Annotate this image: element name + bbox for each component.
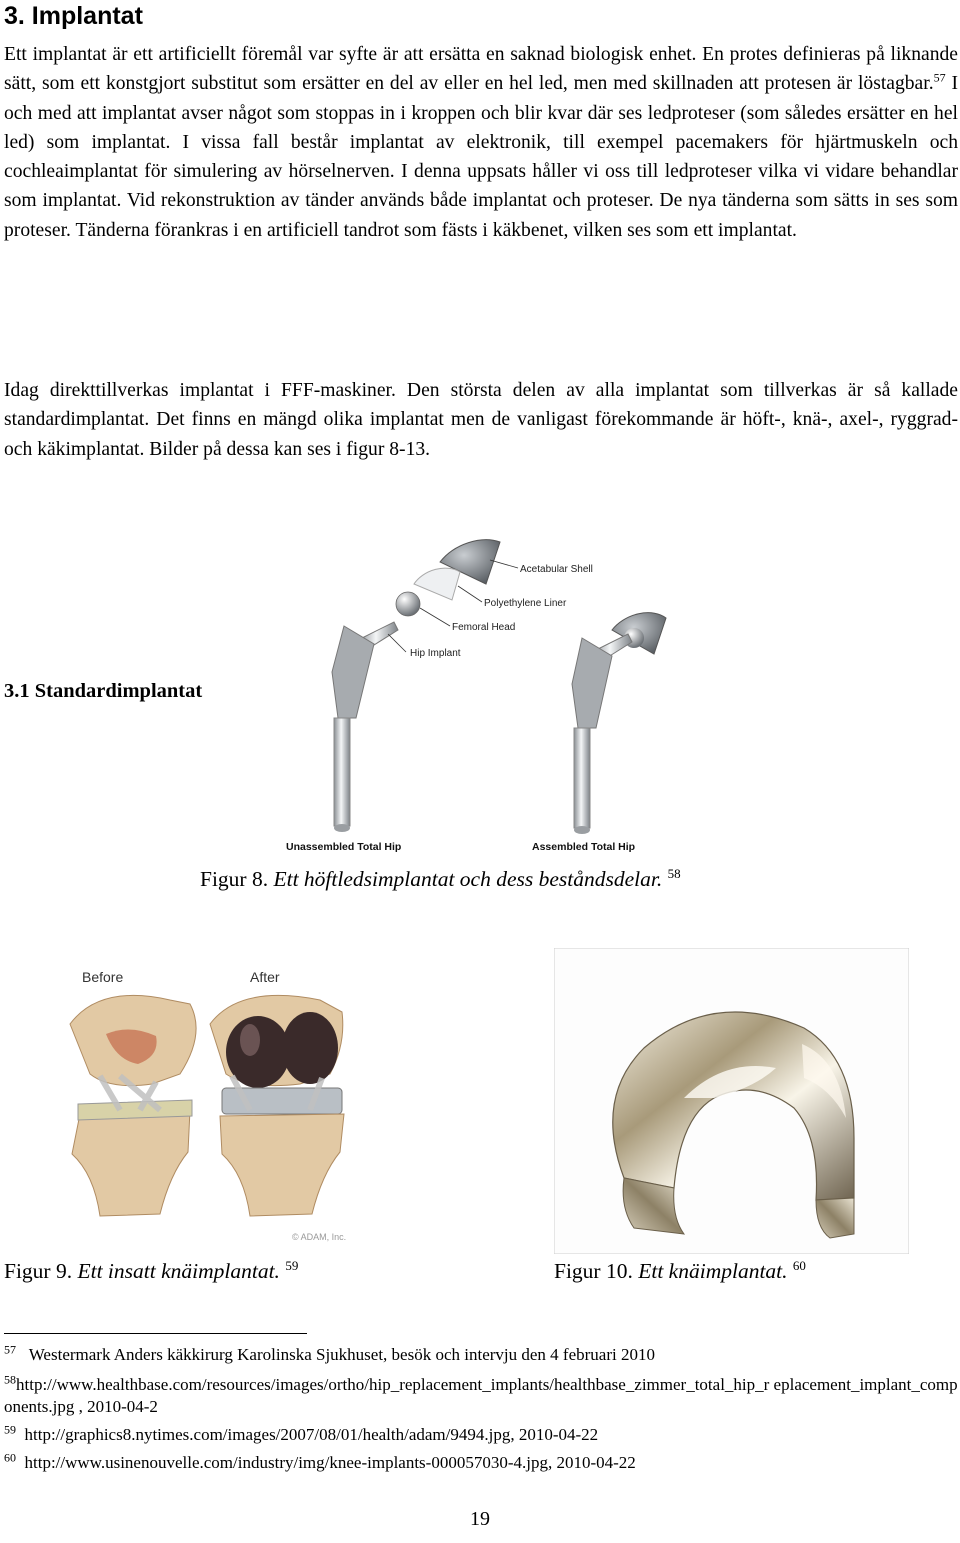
caption-prefix: Figur 9. — [4, 1259, 78, 1283]
knee-implant-photo — [554, 948, 909, 1254]
hip-implant-figure — [282, 522, 682, 858]
section-paragraph — [4, 40, 958, 245]
knee-after-illustration — [210, 995, 344, 1216]
femoral-head-label: Femoral Head — [452, 622, 516, 633]
footnote-ref-58[interactable]: 58 — [667, 865, 681, 881]
figure10-caption — [554, 1256, 806, 1286]
footnote-link[interactable]: http://graphics8.nytimes.com/images/2007/08/01/health/adam/9494.jpg, 2010-04-22 — [24, 1425, 599, 1444]
caption-text: Ett insatt knäimplantat. — [77, 1259, 280, 1283]
page-number: 19 — [470, 1508, 490, 1530]
paragraph-text-b: I och med att implantat avser något som stoppas in i kroppen och blir kvar där ses ledproteser (som således ersätter en hel led) som implantat. I vissa fall består implantat av elektronik, till exempel pacemakers för hjärtmuskeln och cochleaimplantat för simulering av hörselnerven. I denna uppsats håller vi oss till ledproteser vilka vi vidare behandlar som implantat. Vid rekonstruktion av tänder används både implantat och proteser. De nya tänderna som sätts in ses som proteser. Tänderna förankras i en artificiell tandrot som fästs i käkbenet, vilken ses som ett implantat. — [4, 73, 958, 241]
footnote-58 — [4, 1374, 958, 1418]
assembled-label: Assembled Total Hip — [532, 841, 636, 853]
polyethylene-liner-label: Polyethylene Liner — [484, 598, 567, 609]
paragraph-text-a: Ett implantat är ett artificiellt föremål var syfte är att ersätta en saknad biologisk enhet. En protes definieras på liknande sätt, som ett konstgjort substitut som ersätter en del av eller en hel led, men med skillnaden att protesen är löstagbar. — [4, 44, 958, 95]
unassembled-label: Unassembled Total Hip — [286, 841, 402, 853]
footnote-59 — [4, 1424, 958, 1446]
footnote-number: 58 — [4, 1372, 16, 1387]
knee-before-illustration — [70, 995, 196, 1216]
knee-before-after-figure — [60, 964, 350, 1246]
caption-text: Ett knäimplantat. — [638, 1259, 788, 1283]
footnote-number: 60 — [4, 1450, 16, 1465]
femoral-head-part — [396, 592, 420, 616]
polyethylene-liner-part — [414, 568, 460, 600]
section-heading: 3. Implantat — [4, 2, 143, 30]
footnote-separator — [4, 1333, 307, 1334]
assembled-stem — [572, 613, 666, 834]
caption-text: Ett höftledsimplantat och dess beståndsdelar. — [273, 867, 663, 891]
footnote-57 — [4, 1344, 958, 1366]
footnote-60 — [4, 1452, 958, 1474]
after-label: After — [250, 969, 280, 985]
before-label: Before — [82, 969, 124, 985]
footnote-number: 59 — [4, 1422, 16, 1437]
caption-prefix: Figur 8. — [200, 867, 274, 891]
hip-implant-label: Hip Implant — [410, 648, 461, 659]
figure9-caption — [4, 1256, 298, 1286]
footnote-ref-60[interactable]: 60 — [792, 1257, 806, 1273]
subsection-paragraph: Idag direkttillverkas implantat i FFF-maskiner. Den största delen av alla implantat som tillverkas är så kallade standardimplantat. Det finns en mängd olika implantat men de vanligast förekommande är höft-, knä-, axel-, ryggrad- och käkimplantat. Bilder på dessa kan ses i figur 8-13. — [4, 380, 958, 460]
footnote-text: Westermark Anders käkkirurg Karolinska Sjukhuset, besök och intervju den 4 februari 2010 — [28, 1345, 655, 1364]
caption-prefix: Figur 10. — [554, 1259, 639, 1283]
acetabular-shell-label: Acetabular Shell — [520, 564, 593, 575]
figure8-caption — [200, 864, 681, 894]
footnote-link[interactable]: http://www.usinenouvelle.com/industry/img/knee-implants-000057030-4.jpg, 2010-04-22 — [24, 1453, 636, 1472]
footnote-ref-59[interactable]: 59 — [285, 1257, 299, 1273]
adam-credit: © ADAM, Inc. — [292, 1232, 347, 1242]
footnote-link[interactable]: http://www.healthbase.com/resources/images/ortho/hip_replacement_implants/healthbase_zimmer_total_hip_r eplacement_implant_components.jpg , 2010-04-2 — [4, 1375, 958, 1416]
unassembled-stem — [332, 622, 398, 832]
footnote-number: 57 — [4, 1342, 16, 1357]
photo-frame — [554, 948, 909, 1254]
subsection-heading: 3.1 Standardimplantat — [4, 680, 203, 702]
footnote-ref-57[interactable]: 57 — [933, 70, 946, 85]
